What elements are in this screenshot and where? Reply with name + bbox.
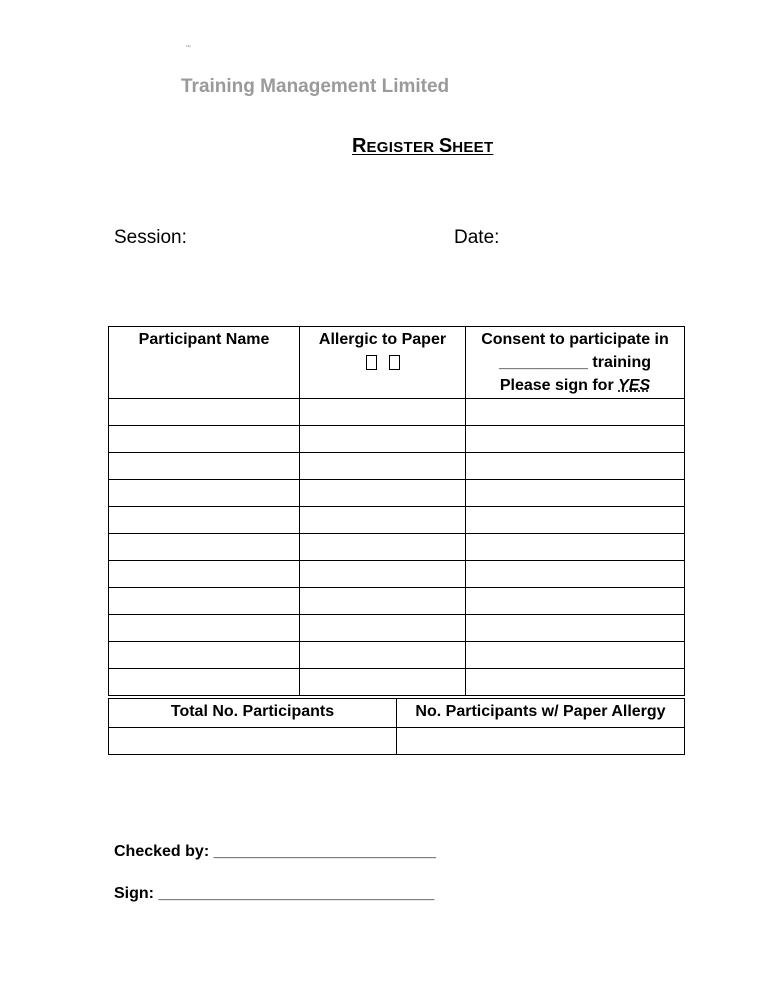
total-participants-label: Total No. Participants	[109, 699, 397, 728]
consent-cell[interactable]	[466, 453, 685, 480]
table-row	[109, 534, 685, 561]
page-title: REGISTER SHEET	[352, 135, 494, 157]
participant-name-cell[interactable]	[109, 507, 300, 534]
table-header-row	[109, 327, 685, 399]
consent-cell[interactable]	[466, 507, 685, 534]
table-row	[109, 561, 685, 588]
consent-cell[interactable]	[466, 561, 685, 588]
participant-name-cell[interactable]	[109, 642, 300, 669]
allergic-cell[interactable]	[300, 534, 466, 561]
participant-name-cell[interactable]	[109, 399, 300, 426]
table-row	[109, 507, 685, 534]
header-participant-name: Participant Name	[109, 327, 300, 399]
consent-cell[interactable]	[466, 534, 685, 561]
participant-name-cell[interactable]	[109, 669, 300, 696]
table-row	[109, 480, 685, 507]
trademark-mark: ™	[185, 45, 191, 51]
participant-name-cell[interactable]	[109, 588, 300, 615]
paper-allergy-count-field[interactable]	[397, 728, 685, 755]
totals-table	[108, 698, 685, 755]
allergic-cell[interactable]	[300, 561, 466, 588]
participant-name-cell[interactable]	[109, 534, 300, 561]
consent-cell[interactable]	[466, 480, 685, 507]
participant-name-cell[interactable]	[109, 453, 300, 480]
allergic-cell[interactable]	[300, 507, 466, 534]
total-participants-field[interactable]	[109, 728, 397, 755]
register-table	[108, 326, 685, 696]
table-row	[109, 642, 685, 669]
table-row	[109, 588, 685, 615]
header-allergic-to-paper: Allergic to Paper	[300, 327, 466, 399]
table-row	[109, 453, 685, 480]
checkbox-yes[interactable]	[366, 355, 377, 370]
company-name: Training Management Limited	[181, 76, 450, 97]
allergic-cell[interactable]	[300, 480, 466, 507]
consent-cell[interactable]	[466, 615, 685, 642]
checked-by-line[interactable]: Checked by: _________________________	[114, 843, 437, 860]
consent-cell[interactable]	[466, 399, 685, 426]
allergic-cell[interactable]	[300, 642, 466, 669]
session-label: Session:	[114, 227, 187, 248]
table-row	[109, 669, 685, 696]
participant-name-cell[interactable]	[109, 615, 300, 642]
allergic-cell[interactable]	[300, 426, 466, 453]
sign-line[interactable]: Sign: _______________________________	[114, 885, 435, 902]
paper-allergy-count-label: No. Participants w/ Paper Allergy	[397, 699, 685, 728]
date-label: Date:	[454, 227, 500, 248]
participant-name-cell[interactable]	[109, 426, 300, 453]
participant-name-cell[interactable]	[109, 480, 300, 507]
consent-cell[interactable]	[466, 669, 685, 696]
allergic-cell[interactable]	[300, 453, 466, 480]
consent-cell[interactable]	[466, 588, 685, 615]
consent-cell[interactable]	[466, 426, 685, 453]
table-row	[109, 426, 685, 453]
checkbox-no[interactable]	[389, 355, 400, 370]
allergic-cell[interactable]	[300, 615, 466, 642]
allergic-cell[interactable]	[300, 588, 466, 615]
table-row	[109, 399, 685, 426]
header-consent: Consent to participate in __________ training Please sign for YES	[466, 327, 685, 399]
participant-name-cell[interactable]	[109, 561, 300, 588]
consent-cell[interactable]	[466, 642, 685, 669]
table-row	[109, 615, 685, 642]
allergic-cell[interactable]	[300, 399, 466, 426]
allergic-cell[interactable]	[300, 669, 466, 696]
